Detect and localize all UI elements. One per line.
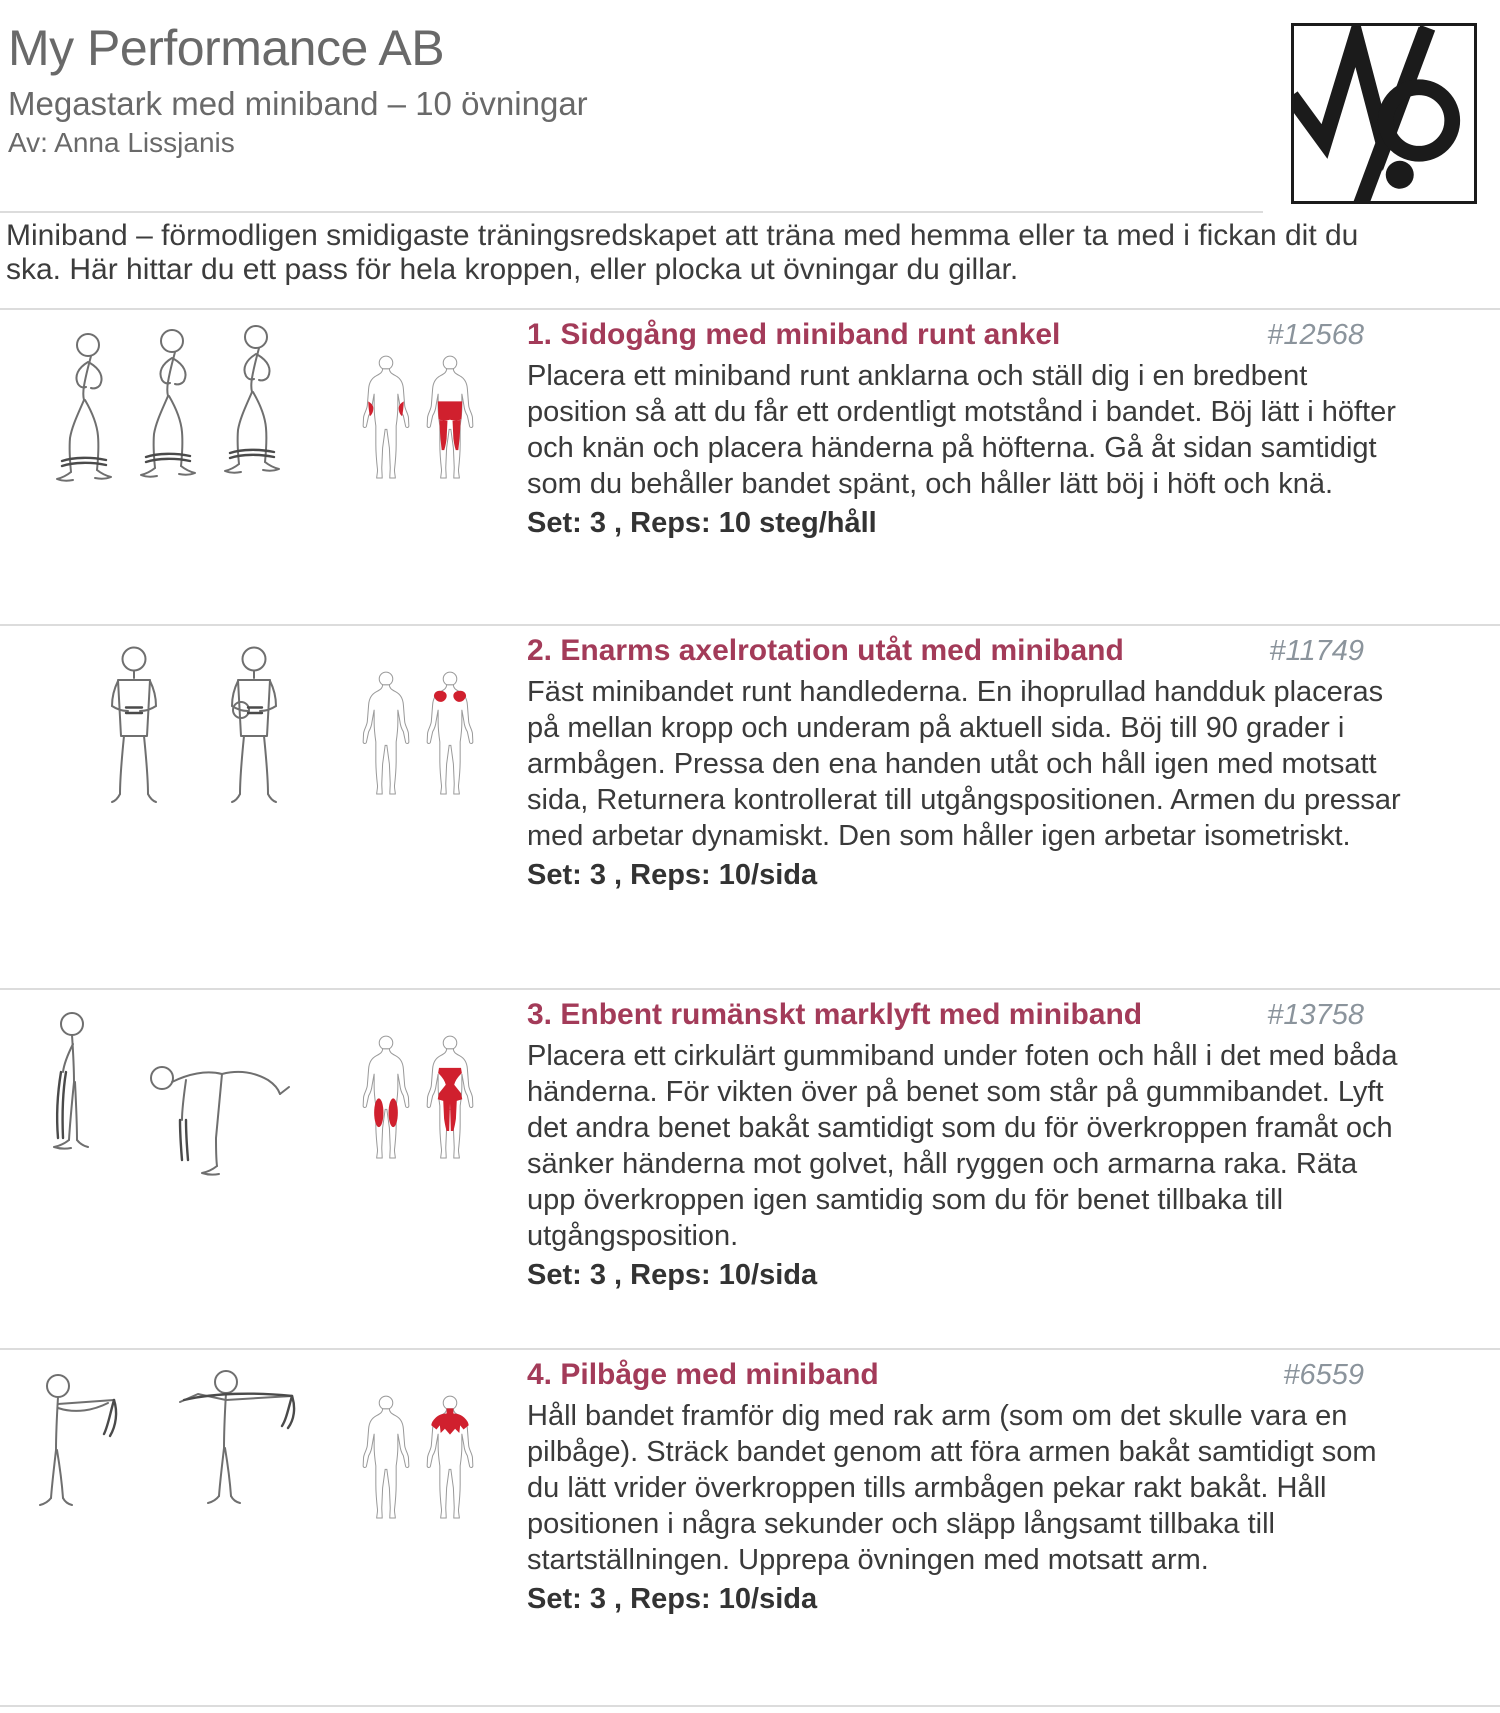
muscle-diagram-back-icon (424, 354, 476, 481)
muscle-diagram-front-icon (360, 1034, 412, 1161)
program-title: Megastark med miniband – 10 övningar (8, 85, 588, 122)
exercise-2-illustration (0, 626, 360, 988)
side-steps-figures-icon (52, 322, 298, 512)
shoulder-rotation-figures-icon (88, 638, 338, 838)
exercise-title: 4. Pilbåge med miniband (527, 1358, 879, 1391)
exercise-description: Fäst minibandet runt handlederna. En ihoprullad handduk placeras på mellan kropp och underam på aktuell sida. Böj till 90 grader i armbågen. Pressa den ena handen utåt och håll igen med motsatt sida, Returnera kontrollerat till utgångspositionen. Armen du pressar med arbetar dynamiskt. Den som håller igen arbetar isometriskt. (527, 675, 1401, 852)
exercise-id: #12568 (1267, 319, 1364, 351)
exercise-id: #11749 (1269, 635, 1364, 667)
exercise-sets-reps: Set: 3 , Reps: 10/sida (527, 1258, 818, 1291)
myo-monogram-icon (1294, 26, 1474, 201)
exercise-title: 2. Enarms axelrotation utåt med miniband (527, 634, 1124, 667)
exercise-title: 3. Enbent rumänskt marklyft med miniband (527, 998, 1143, 1031)
exercise-section-2 (0, 624, 1500, 988)
muscle-diagram-back-icon (424, 1394, 476, 1521)
exercise-sets-reps: Set: 3 , Reps: 10/sida (527, 1582, 818, 1615)
exercise-2-text (490, 626, 1402, 988)
exercise-3-illustration (0, 990, 360, 1348)
muscle-diagram-back-icon (424, 670, 476, 797)
exercise-2-muscle-diagrams (360, 626, 490, 988)
exercise-id: #13758 (1267, 999, 1364, 1031)
exercise-3-text (490, 990, 1402, 1348)
exercise-section-1 (0, 308, 1500, 624)
muscle-diagram-front-icon (360, 670, 412, 797)
exercise-section-4 (0, 1348, 1500, 1707)
bow-pull-figures-icon (16, 1362, 346, 1532)
exercise-4-text (490, 1350, 1402, 1705)
myo-logo (1291, 23, 1477, 204)
single-leg-deadlift-figures-icon (28, 1002, 328, 1217)
exercise-4-illustration (0, 1350, 360, 1705)
exercise-sets-reps: Set: 3 , Reps: 10 steg/håll (527, 506, 877, 539)
exercise-description: Placera ett miniband runt anklarna och ställ dig i en bredbent position så att du får ett ordentligt motstånd i bandet. Böj lätt i höfter och knän och placera händerna på höfterna. Gå åt sidan samtidigt som du behåller bandet spänt, och håller lätt böj i höft och knä. (527, 359, 1396, 500)
company-name: My Performance AB (8, 20, 445, 76)
exercise-1-illustration (0, 310, 360, 624)
exercise-id: #6559 (1283, 1359, 1364, 1391)
muscle-diagram-front-icon (360, 354, 412, 481)
exercise-sets-reps: Set: 3 , Reps: 10/sida (527, 858, 818, 891)
exercise-1-text (490, 310, 1402, 624)
exercise-description: Placera ett cirkulärt gummiband under foten och håll i det med båda händerna. För vikten över på benet som står på gummibandet. Lyft det andra benet bakåt samtidigt som du för överkroppen framåt och sänker händerna mot golvet, håll ryggen och armarna raka. Räta upp överkroppen igen samtidig som du för benet tillbaka till utgångsposition. (527, 1039, 1398, 1252)
exercise-1-muscle-diagrams (360, 310, 490, 624)
header-divider (0, 211, 1263, 213)
program-author: Av: Anna Lissjanis (8, 127, 235, 158)
exercise-list (0, 308, 1500, 1707)
exercise-description: Håll bandet framför dig med rak arm (som om det skulle vara en pilbåge). Sträck bandet genom att föra armen bakåt samtidigt som du lätt vrider överkroppen tills armbågen pekar rakt bakåt. Håll positionen i några sekunder och släpp långsamt tillbaka till startställningen. Upprepa övningen med motsatt arm. (527, 1399, 1377, 1576)
muscle-diagram-front-icon (360, 1394, 412, 1521)
muscle-diagram-back-icon (424, 1034, 476, 1161)
exercise-title: 1. Sidogång med miniband runt ankel (527, 318, 1061, 351)
exercise-section-3 (0, 988, 1500, 1348)
exercise-3-muscle-diagrams (360, 990, 490, 1348)
exercise-4-muscle-diagrams (360, 1350, 490, 1705)
intro-text: Miniband – förmodligen smidigaste träningsredskapet att träna med hemma eller ta med i fickan dit du ska. Här hittar du ett pass för hela kroppen, eller plocka ut övningar du gillar. (6, 219, 1359, 286)
